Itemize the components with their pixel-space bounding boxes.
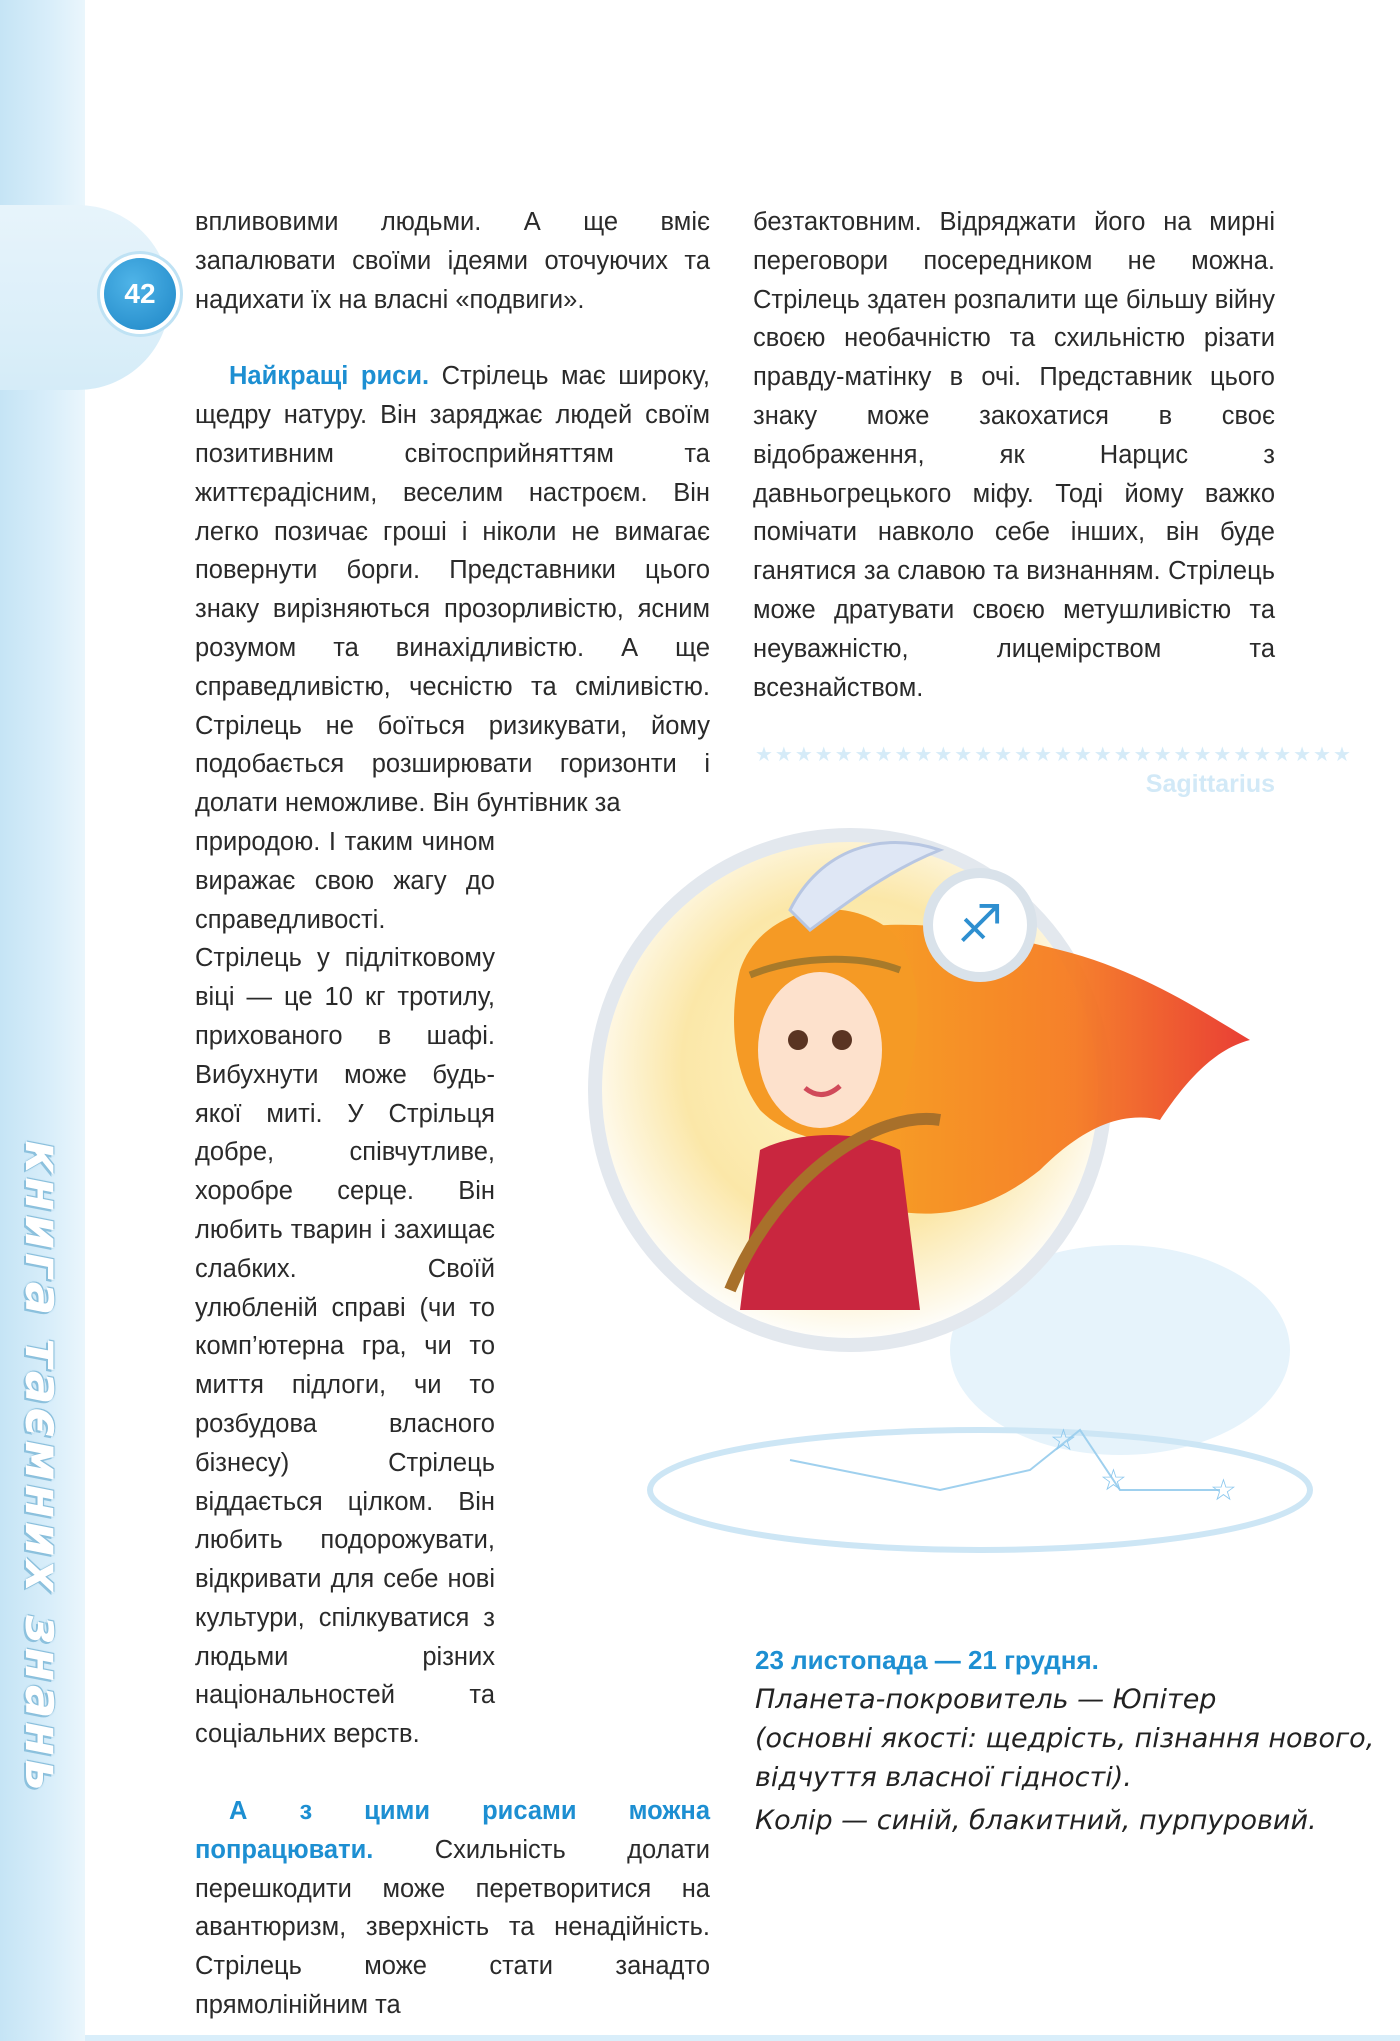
work-traits-paragraph	[195, 1792, 710, 2025]
sign-dates: 23 листопада — 21 грудня.	[755, 1645, 1099, 1675]
best-traits-paragraph	[195, 357, 710, 823]
stars-decoration: ★★★★★★★★★★★★★★★★★★★★★★★★★★★★★★	[755, 744, 1353, 766]
intro-paragraph: впливовими людьми. А ще вміє запалювати своїми ідеями оточуючих та надихати їх на власні «подвиги».	[195, 208, 710, 314]
work-traits-heading: А з цими рисами можна попрацювати.	[195, 1797, 710, 1864]
bottom-edge	[85, 2035, 1400, 2041]
sagittarius-illustration	[560, 790, 1300, 1508]
eye-left-icon	[788, 1030, 808, 1050]
svg-text:☆: ☆	[1050, 1423, 1077, 1458]
best-traits-continued	[195, 823, 495, 1754]
eye-right-icon	[832, 1030, 852, 1050]
best-traits-heading: Найкращі риси.	[229, 362, 430, 391]
right-paragraph: безтактовним. Відряджати його на мирні переговори посередником не можна. Стрілець здатен розпалити ще більшу війну своєю необачністю та схильністю різати правду-матінку в очі. Представник цього знаку може закохатися в своє відображення, як Нарцис з давньогрецького міфу. Тоді йому важко помічати навколо себе інших, він буде ганятися за славою та визнанням. Стрілець може дратувати своєю метушливістю та неуважністю, лицемірством та всезнайством.	[753, 208, 1275, 702]
sign-latin-name: Sagittarius	[1145, 770, 1275, 798]
sagittarius-symbol-icon: ♐	[956, 895, 1004, 955]
right-column	[753, 203, 1275, 707]
planet-line: Планета-покровитель — Юпітер	[755, 1684, 1217, 1715]
best-traits-body: Стрілець має широку, щедру натуру. Він заряджає людей своїм позитивним світосприйняттям та життєрадісним, веселим настроєм. Він легко позичає гроші і ніколи не вимагає повернути борги. Представники цього знаку вирізняються прозорливістю, ясним розумом та винахідливістю. А ще справедливістю, чесністю та сміливістю. Стрілець не боїться ризикувати, йому подобається розширювати горизонти і долати неможливе. Він бунтівник за	[195, 362, 710, 818]
page-number: 42	[104, 258, 176, 330]
girl-face	[758, 972, 882, 1128]
svg-text:☆: ☆	[1210, 1473, 1237, 1508]
qualities-line: (основні якості: щедрість, пізнання нового,	[755, 1723, 1375, 1754]
color-line: Колір — синій, блакитний, пурпуровий.	[755, 1805, 1317, 1836]
side-book-title: книга таємних знань	[14, 1140, 72, 1794]
dignity-line: відчуття власної гідності).	[755, 1762, 1132, 1793]
work-traits-body: Схильність долати перешкодити може перетворитися на авантюризм, зверхність та ненадійність. Стрілець може стати занадто прямолінійним та	[195, 1835, 710, 2020]
svg-text:☆: ☆	[1100, 1463, 1127, 1498]
best-traits-body-narrow: природою. І таким чином виражає свою жагу до справедливості. Стрілець у підлітковому віці — це 10 кг тротилу, прихованого в шафі. Вибухнути може будь-якої миті. У Стрільця добре, співчутливе, хоробре серце. Він любить тварин і захищає слабких. Своїй улюбленій справі (чи то комп’ютерна гра, чи то миття підлоги, чи то розбудова власного бізнесу) Стрілець віддається цілком. Він любить подорожувати, відкривати для себе нові культури, спілкуватися з людьми різних національностей та соціальних верств.	[195, 827, 495, 1749]
